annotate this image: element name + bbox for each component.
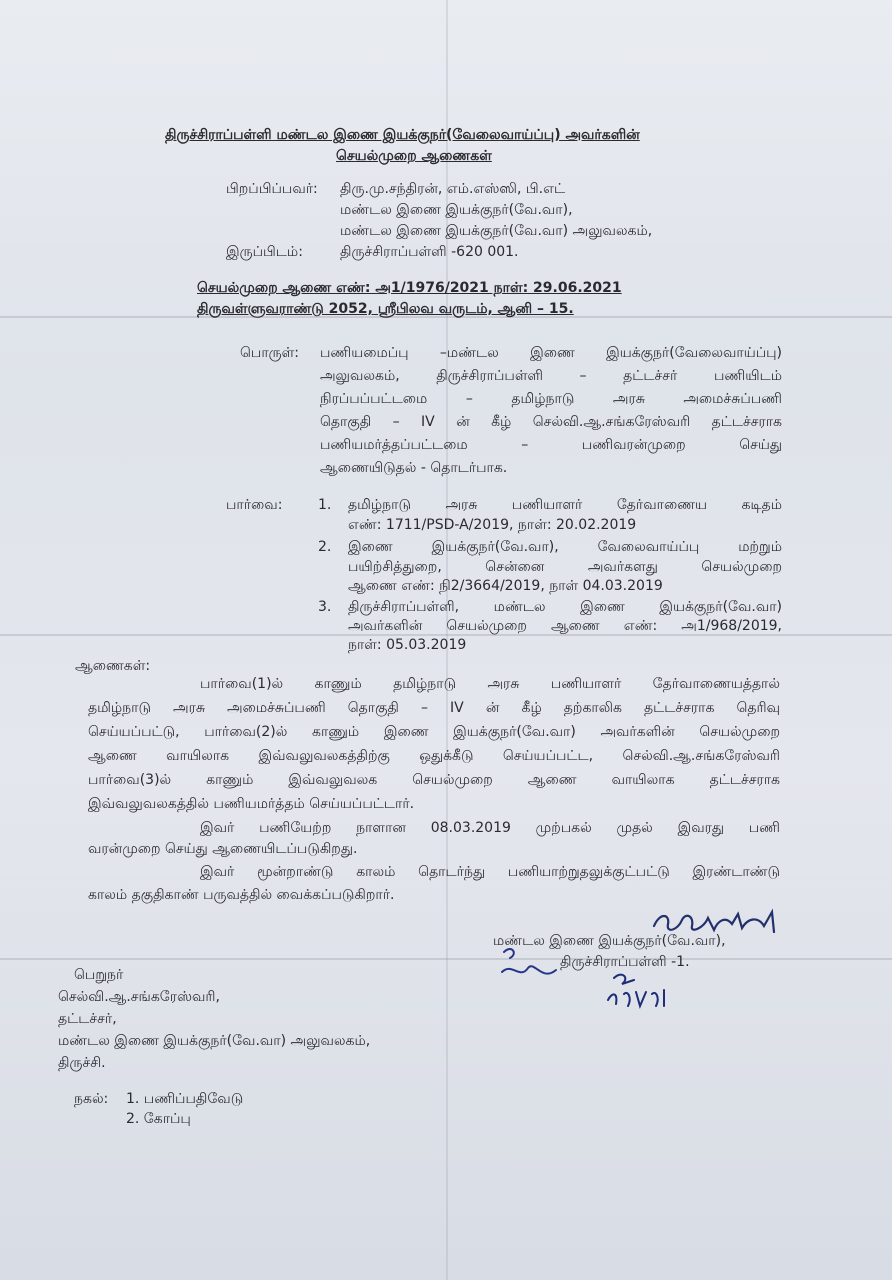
location-label: இருப்பிடம்: [226,244,303,260]
subject-line: அலுவலகம், திருச்சிராப்பள்ளி – தட்டச்சர் பணியிடம் [320,368,782,384]
issuer-label: பிறப்பிப்பவர்: [226,181,318,197]
order-paragraph-line: செய்யப்பட்டு, பார்வை(2)ல் காணும் இணை இயக்குநர்(வே.வா) அவர்களின் செயல்முறை [88,724,780,740]
orders-label: ஆணைகள்: [75,658,151,674]
order-paragraph-line: ஆணை வாயிலாக இவ்வலுவலகத்திற்கு ஒதுக்கீடு செய்யப்பட்ட, செல்வி.ஆ.சங்கரேஸ்வரி [88,748,780,764]
reference-line: ஆணை எண்: நி2/3664/2019, நாள் 04.03.2019 [348,578,663,594]
signature-designation: மண்டல இணை இயக்குநர்(வே.வா), [493,933,726,949]
subject-line: தொகுதி – IV ன் கீழ் செல்வி.ஆ.சங்கரேஸ்வரி தட்டச்சராக [320,414,782,430]
document-title: திருச்சிராப்பள்ளி மண்டல இணை இயக்குநர்(வேலைவாய்ப்பு) அவர்களின் [165,127,640,143]
recipient-line: திருச்சி. [58,1055,106,1071]
recipient-label: பெறுநர் [74,967,124,983]
reference-number: 1. [318,497,332,513]
recipient-line: செல்வி.ஆ.சங்கரேஸ்வரி, [58,989,220,1005]
references-label: பார்வை: [226,497,283,513]
copy-label: நகல்: [74,1091,109,1107]
initials-mark [498,942,568,992]
reference-line: எண்: 1711/PSD-A/2019, நாள்: 20.02.2019 [348,517,637,533]
recipient-line: தட்டச்சர், [58,1011,117,1027]
subject-line: நிரப்பப்பட்டமை – தமிழ்நாடு அரசு அமைச்சுப்பணி [320,391,782,407]
subject-line: பணியமைப்பு –மண்டல இணை இயக்குநர்(வேலைவாய்ப்பு) [320,345,782,361]
document-subtitle: செயல்முறை ஆணைகள் [336,148,492,164]
reference-number: 3. [318,599,332,615]
reference-line: இணை இயக்குநர்(வே.வா), வேலைவாய்ப்பு மற்றும் [348,539,782,555]
subject-line: ஆணையிடுதல் - தொடர்பாக. [320,460,508,476]
issuer-name: திரு.மு.சந்திரன், எம்.எஸ்ஸி, பி.எட் [340,181,566,197]
signature-place: திருச்சிராப்பள்ளி -1. [560,954,690,970]
issuer-designation: மண்டல இணை இயக்குநர்(வே.வா), [340,202,573,218]
reference-line: தமிழ்நாடு அரசு பணியாளர் தேர்வாணைய கடிதம் [348,497,782,513]
issuer-location: திருச்சிராப்பள்ளி -620 001. [340,244,519,260]
order-paragraph-line: தமிழ்நாடு அரசு அமைச்சுப்பணி தொகுதி – IV ன் கீழ் தற்காலிக தட்டச்சராக தெரிவு [88,700,780,716]
reference-line: நாள்: 05.03.2019 [348,637,467,653]
order-paragraph-line: பார்வை(3)ல் காணும் இவ்வலுவலக செயல்முறை ஆணை வாயிலாக தட்டச்சராக [88,772,780,788]
reference-number: 2. [318,539,332,555]
subject-label: பொருள்: [240,345,299,361]
order-paragraph-line: இவர் பணியேற்ற நாளான 08.03.2019 முற்பகல் முதல் இவரது பணி [200,820,780,836]
copy-item: 2. கோப்பு [126,1111,191,1127]
tamil-date-line: திருவள்ளுவராண்டு 2052, ஸ்ரீபிலவ வருடம், ஆனி – 15. [197,301,574,317]
order-paragraph-line: காலம் தகுதிகாண் பருவத்தில் வைக்கப்படுகிறார். [88,887,395,903]
order-paragraph-line: வரன்முறை செய்து ஆணையிடப்படுகிறது. [88,841,358,857]
order-paragraph-line: இவ்வலுவலகத்தில் பணியமர்த்தம் செய்யப்பட்டார். [88,796,415,812]
reference-line: பயிற்சித்துறை, சென்னை அவர்களது செயல்முறை [348,559,782,575]
copy-item: 1. பணிப்பதிவேடு [126,1091,244,1107]
subject-line: பணியமர்த்தப்பட்டமை – பணிவரன்முறை செய்து [320,437,782,453]
order-paragraph-line: இவர் மூன்றாண்டு காலம் தொடர்ந்து பணியாற்றுதலுக்குட்பட்டு இரண்டாண்டு [200,864,780,880]
order-number-line: செயல்முறை ஆணை எண்: அ1/1976/2021 நாள்: 29.06.2021 [197,280,622,296]
recipient-line: மண்டல இணை இயக்குநர்(வே.வா) அலுவலகம், [58,1033,371,1049]
issuer-office: மண்டல இணை இயக்குநர்(வே.வா) அலுவலகம், [340,223,653,239]
order-paragraph-line: பார்வை(1)ல் காணும் தமிழ்நாடு அரசு பணியாளர் தேர்வாணையத்தால் [200,676,780,692]
reference-line: திருச்சிராப்பள்ளி, மண்டல இணை இயக்குநர்(வே.வா) [348,599,782,615]
dated-initials-mark [600,968,680,1012]
reference-line: அவர்களின் செயல்முறை ஆணை எண்: அ1/968/2019, [348,618,782,634]
